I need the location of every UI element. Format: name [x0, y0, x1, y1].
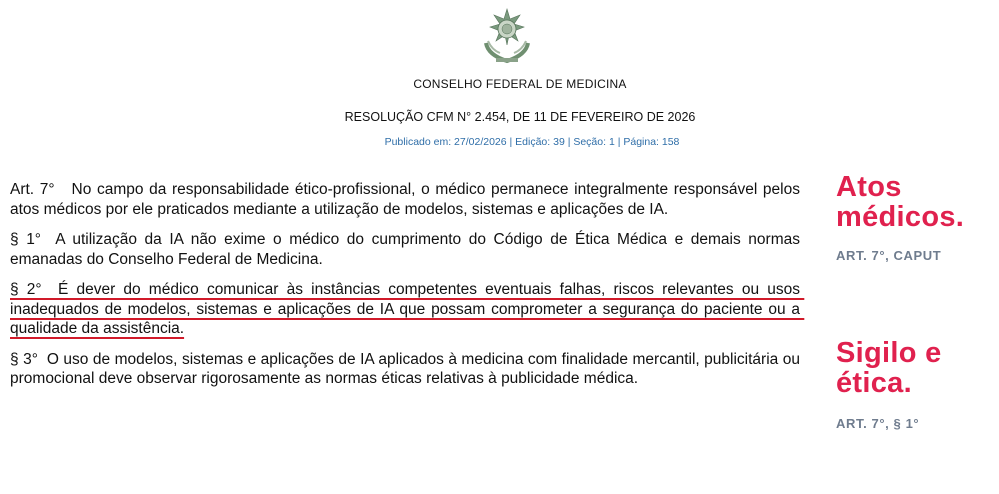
highlighted-text: § 2° É dever do médico comunicar às instâncias competentes eventuais falhas, riscos relevantes ou usos inadequados de modelos, sistemas e aplicações de IA que possam comprometer a segurança do paciente ou a qualidade da assistência. [10, 281, 805, 337]
callout-sigilo-etica [836, 338, 996, 431]
resolution-title: RESOLUÇÃO CFM N° 2.454, DE 11 DE FEVEREIRO DE 2026 [344, 110, 696, 124]
coat-of-arms-emblem [474, 3, 540, 69]
article-caput: Art. 7° No campo da responsabilidade ético-profissional, o médico permanece integralmente responsável pelos atos médicos por ele praticados mediante a utilização de modelos, sistemas e aplicações de IA. [10, 181, 805, 218]
organization-title: CONSELHO FEDERAL DE MEDICINA [413, 77, 627, 91]
callout-reference: ART. 7°, § 1° [836, 416, 920, 431]
callout-reference: ART. 7°, CAPUT [836, 248, 942, 263]
article-body [10, 180, 805, 400]
callout-title-line1: Sigilo e [836, 337, 942, 369]
publication-info: Publicado em: 27/02/2026 | Edição: 39 | Seção: 1 | Página: 158 [384, 136, 680, 148]
paragraph-2-highlighted [10, 280, 805, 339]
callout-title-line1: Atos [836, 171, 902, 203]
callout-title-line2: ética. [836, 367, 912, 399]
callout-title-line2: médicos. [836, 201, 965, 233]
paragraph-1: § 1° A utilização da IA não exime o médico do cumprimento do Código de Ética Médica e demais normas emanadas do Conselho Federal de Medicina. [10, 231, 805, 268]
paragraph-3: § 3° O uso de modelos, sistemas e aplicações de IA aplicados à medicina com finalidade mercantil, publicitária ou promocional deve observar rigorosamente as normas éticas relativas à publicidade médica. [10, 350, 805, 387]
callout-atos-medicos [836, 172, 996, 263]
